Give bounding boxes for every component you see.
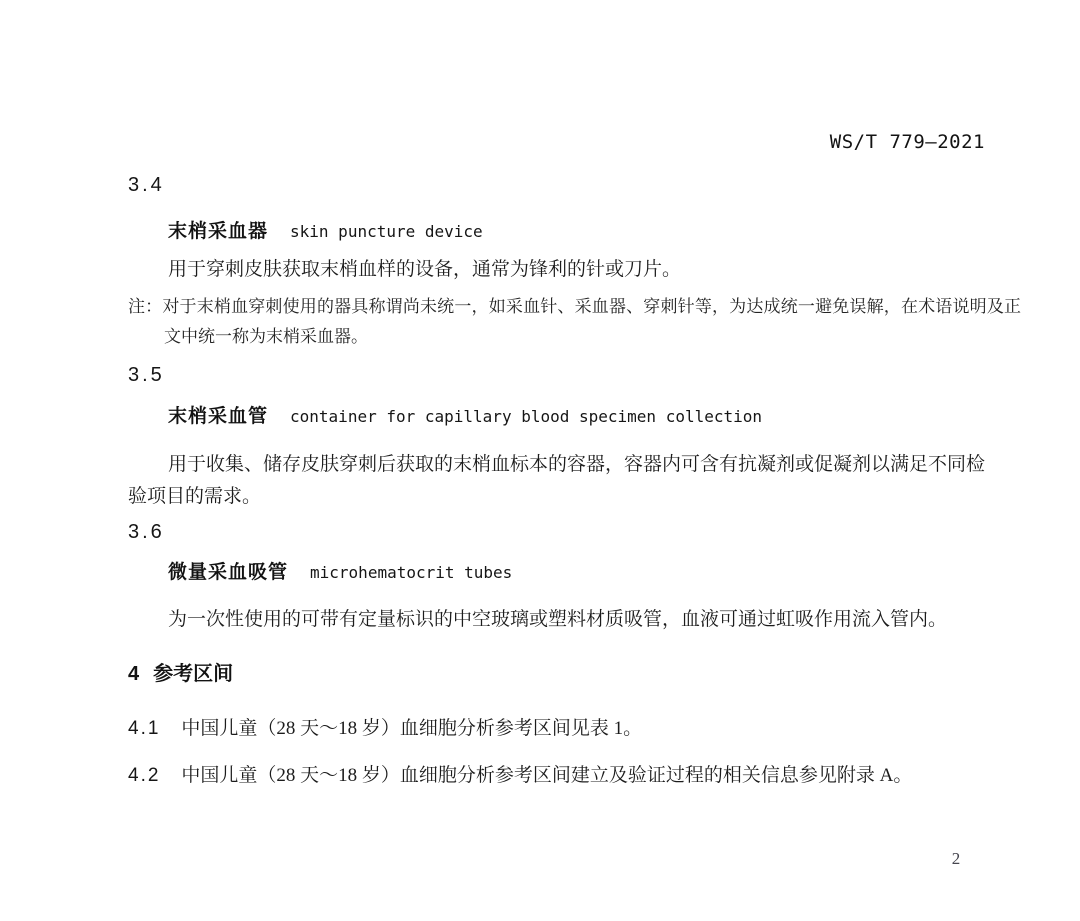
note-label: 注： [128,297,163,316]
term-line-3-4 [128,216,1025,243]
term-number-3-4: 3.4 [128,174,165,196]
section-4-heading [128,657,985,686]
clause-4-1 [128,713,985,740]
term-en-3-6: microhematocrit tubes [310,563,513,582]
definition-3-5: 用于收集、储存皮肤穿刺后获取的末梢血标本的容器，容器内可含有抗凝剂或促凝剂以满足不同检验项目的需求。 [128,454,986,507]
document-code-header: WS/T 779—2021 [829,131,985,153]
section-4-title: 参考区间 [153,663,234,685]
clause-4-2 [128,760,985,787]
term-en-3-5: container for capillary blood specimen collection [290,407,763,426]
definition-3-6: 为一次性使用的可带有定量标识的中空玻璃或塑料材质吸管，血液可通过虹吸作用流入管内。 [168,609,948,630]
definition-3-4: 用于穿刺皮肤获取末梢血样的设备，通常为锋利的针或刀片。 [168,259,682,280]
term-line-3-6 [128,557,1025,584]
clause-4-2-text: 中国儿童（28 天～18 岁）血细胞分析参考区间建立及验证过程的相关信息参见附录 A。 [181,765,913,786]
clause-4-2-number: 4.2 [128,765,161,786]
clause-4-1-text: 中国儿童（28 天～18 岁）血细胞分析参考区间见表 1。 [181,718,643,739]
term-zh-3-5: 末梢采血管 [168,406,269,427]
clause-4-1-number: 4.1 [128,718,161,739]
page-number: 2 [951,849,961,868]
term-number-3-6: 3.6 [128,521,165,543]
term-en-3-4: skin puncture device [290,222,483,241]
term-line-3-5 [128,401,1025,428]
term-zh-3-4: 末梢采血器 [168,221,269,242]
section-4-number: 4 [128,663,141,685]
term-number-3-5: 3.5 [128,364,165,386]
term-zh-3-6: 微量采血吸管 [168,562,289,583]
note-3-4 [128,292,1021,352]
note-text: 对于末梢血穿刺使用的器具称谓尚未统一，如采血针、采血器、穿刺针等，为达成统一避免误解，在术语说明及正文中统一称为末梢采血器。 [162,297,1022,346]
